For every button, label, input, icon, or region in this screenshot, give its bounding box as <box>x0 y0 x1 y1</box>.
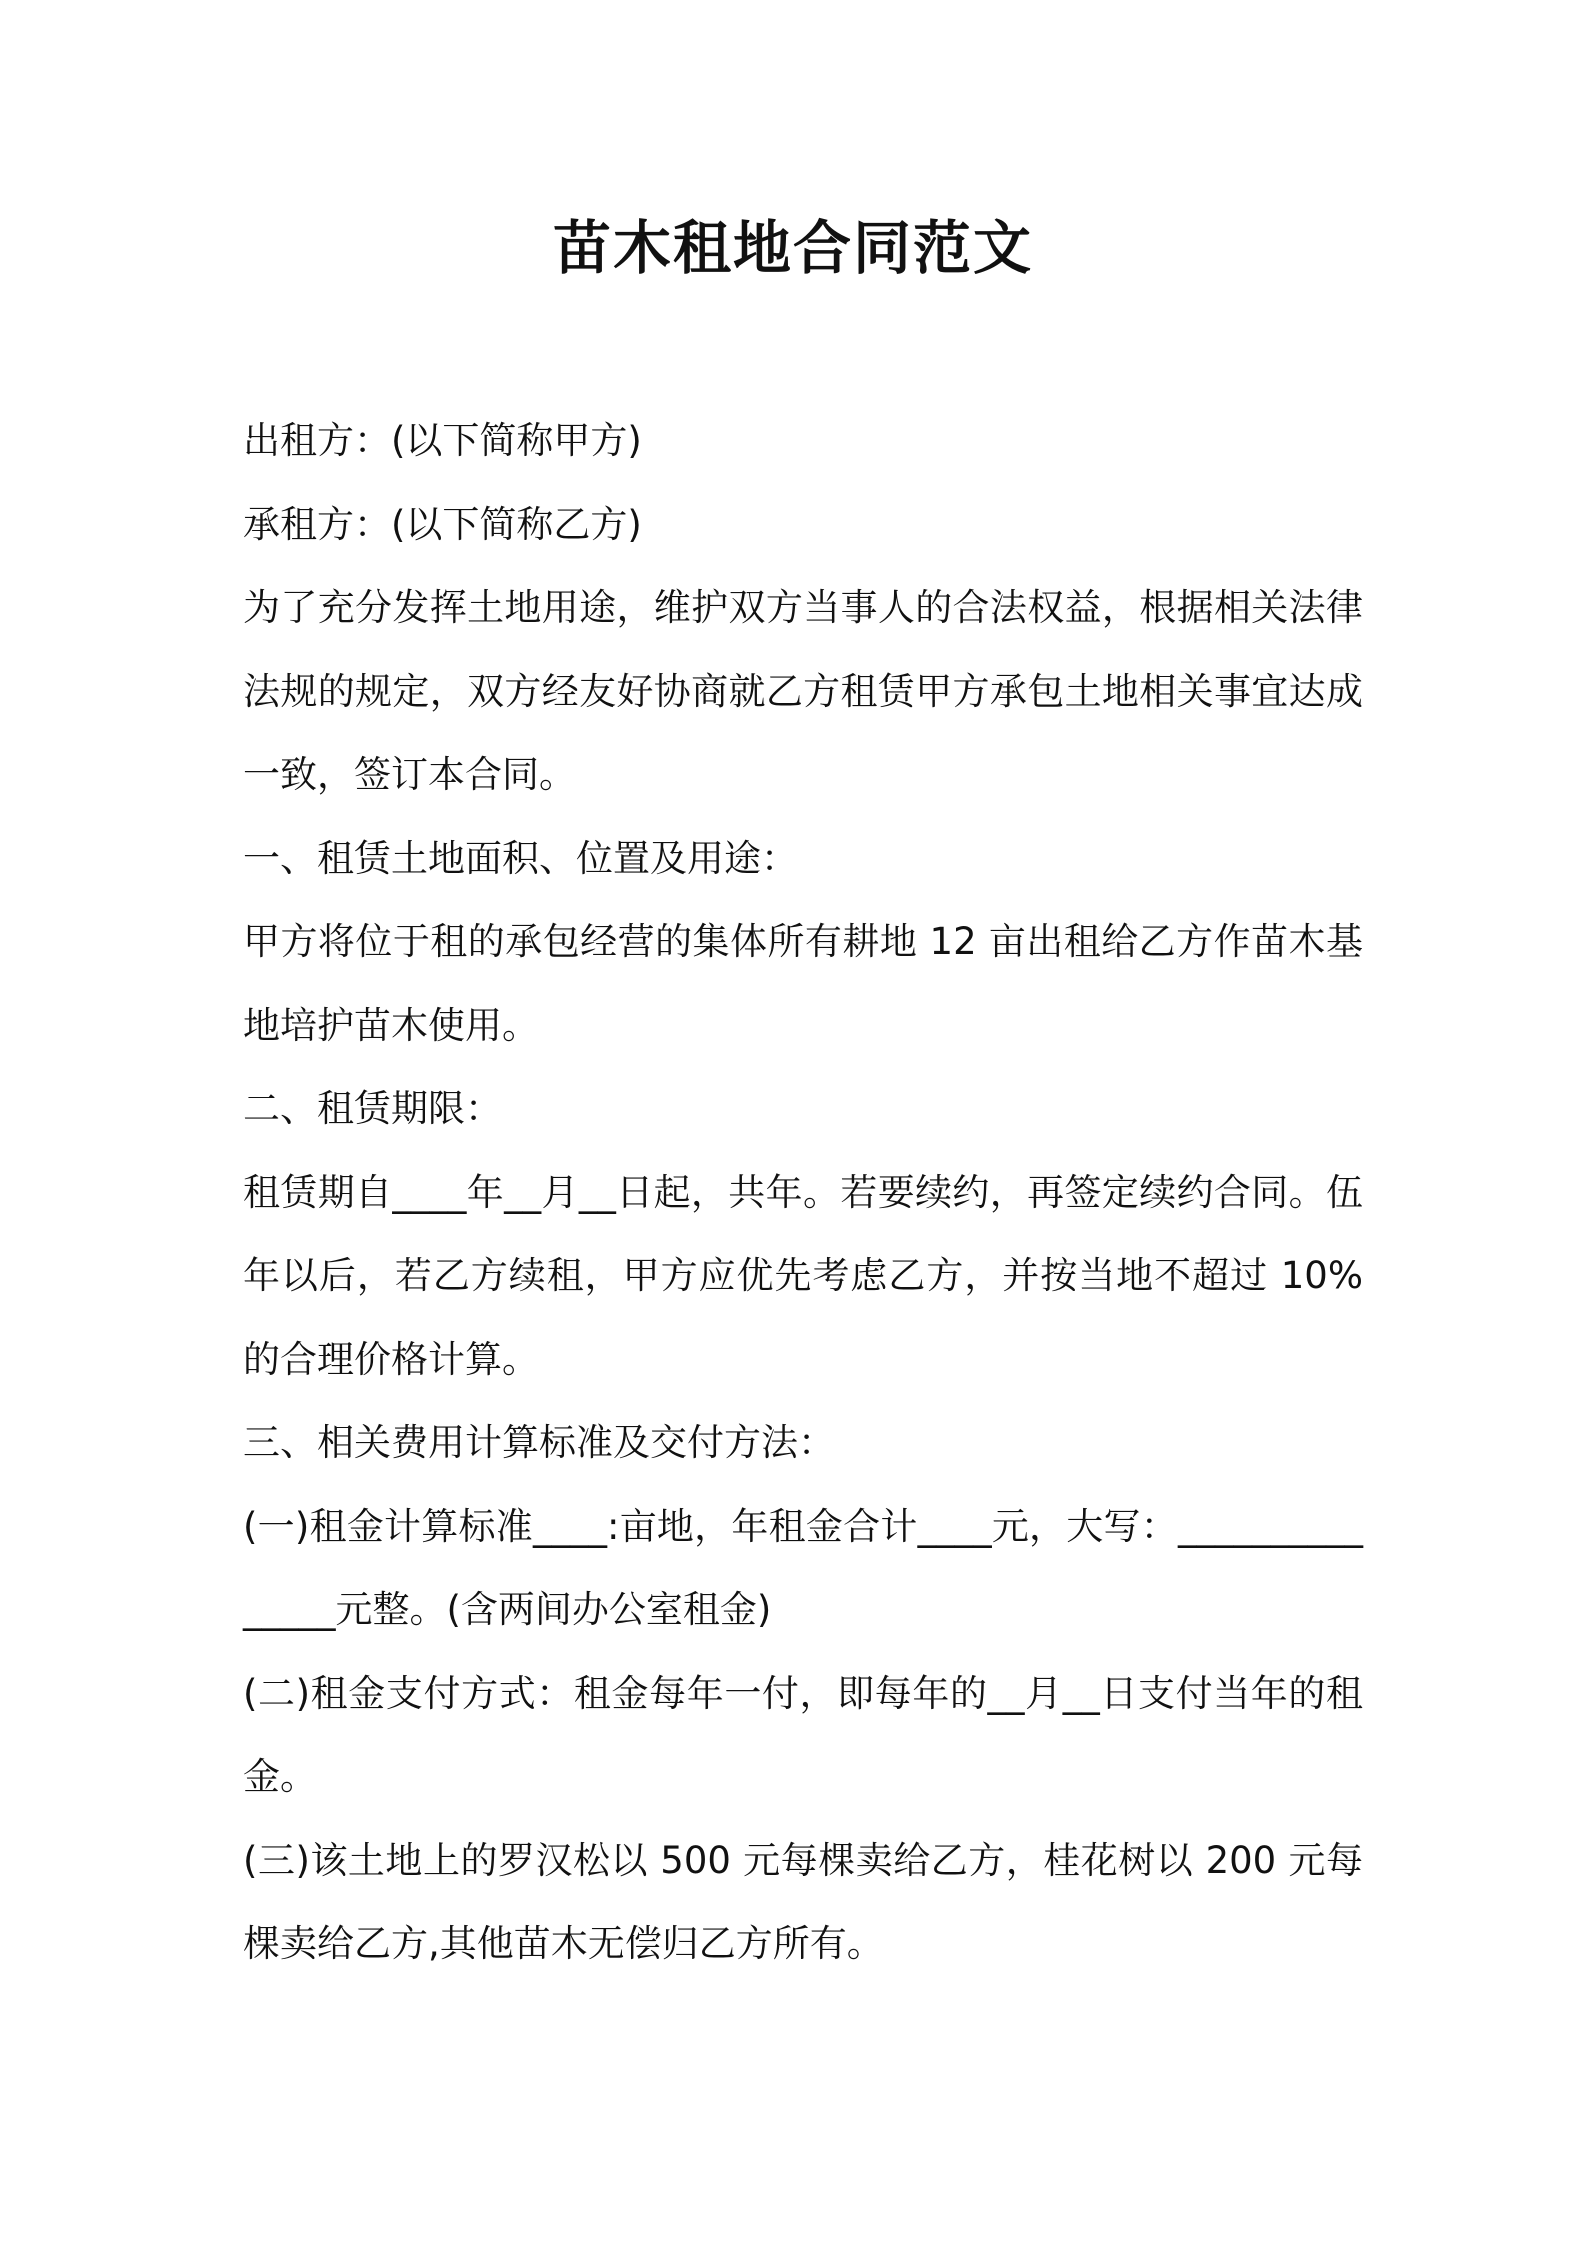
paragraph-trees: (三)该土地上的罗汉松以 500 元每棵卖给乙方，桂花树以 200 元每棵卖给乙方,其他苗木无偿归乙方所有。 <box>243 1838 1363 1965</box>
paragraph-section-2: 租赁期自____年__月__日起，共年。若要续约，再签定续约合同。伍年以后，若乙方续租，甲方应优先考虑乙方，并按当地不超过 10%的合理价格计算。 <box>243 1170 1363 1381</box>
document-title: 苗木租地合同范文 <box>552 214 1033 282</box>
paragraph-rent-payment: (二)租金支付方式：租金每年一付，即每年的__月__日支付当年的租金。 <box>243 1671 1363 1798</box>
document-body <box>243 399 1363 1986</box>
section-heading-3: 三、相关费用计算标准及交付方法： <box>243 1421 835 1464</box>
paragraph-preamble: 为了充分发挥土地用途，维护双方当事人的合法权益，根据相关法律法规的规定，双方经友好协商就乙方租赁甲方承包土地相关事宜达成一致，签订本合同。 <box>243 586 1363 796</box>
paragraph-lessor: 出租方：(以下简称甲方) <box>243 419 642 462</box>
paragraph-section-1: 甲方将位于租的承包经营的集体所有耕地 12 亩出租给乙方作苗木基地培护苗木使用。 <box>243 920 1363 1047</box>
paragraph-lessee: 承租方：(以下简称乙方) <box>243 502 642 546</box>
paragraph-rent-standard: (一)租金计算标准____:亩地，年租金合计____元，大写：_______________元整。(含两间办公室租金) <box>243 1504 1363 1631</box>
section-heading-1: 一、租赁土地面积、位置及用途： <box>243 836 798 880</box>
section-heading-2: 二、租赁期限： <box>243 1087 502 1130</box>
